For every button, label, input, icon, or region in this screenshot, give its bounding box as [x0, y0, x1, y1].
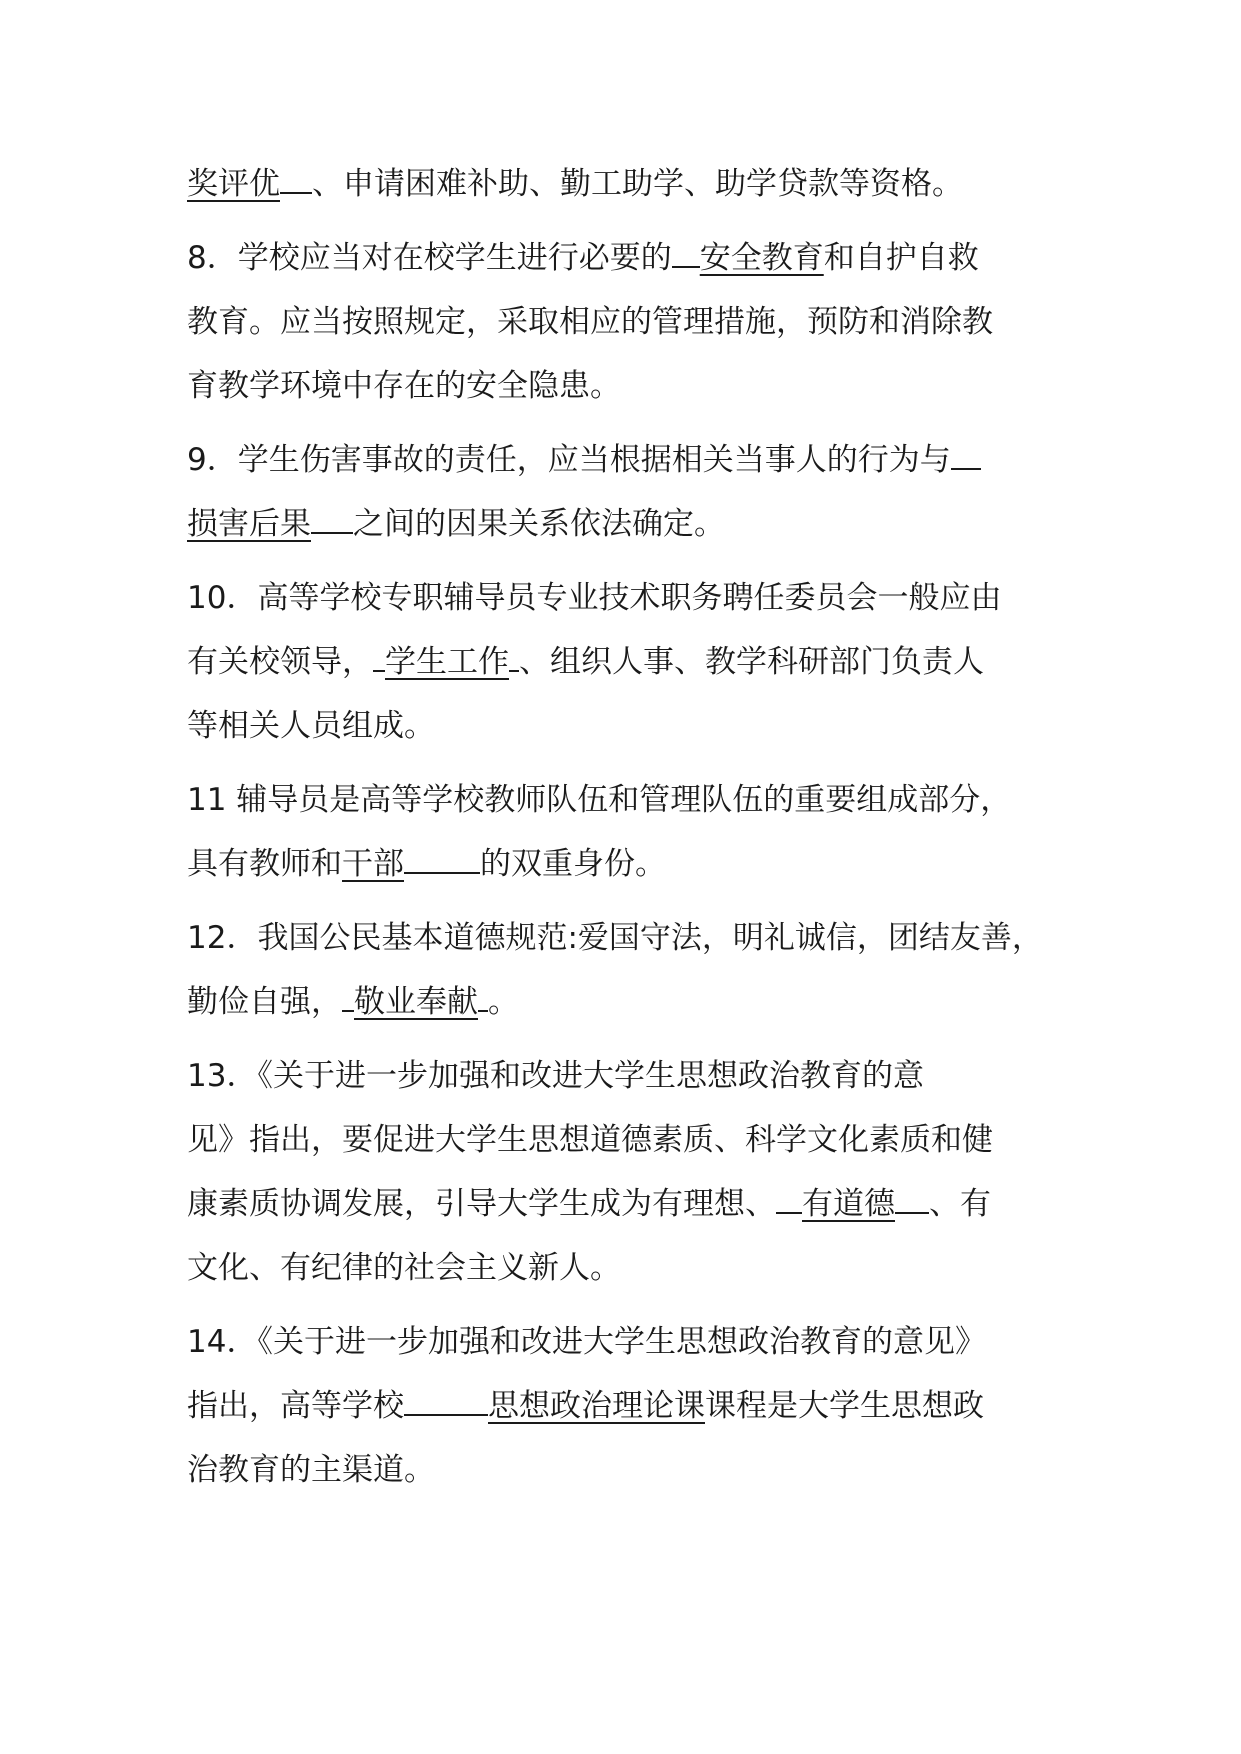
text-line — [187, 428, 1077, 492]
underline-blank — [404, 848, 480, 874]
text-segment: 、有 — [929, 1186, 991, 1222]
text-line — [187, 832, 1077, 896]
answer-fill: 学生工作 — [385, 644, 509, 680]
answer-fill: 奖评优 — [187, 166, 280, 202]
text-line — [187, 226, 1077, 290]
underline-blank — [672, 242, 700, 268]
text-segment: 康素质协调发展，引导大学生成为有理想、 — [187, 1186, 776, 1222]
answer-fill: 有道德 — [802, 1186, 895, 1222]
text-line: 13．《关于进一步加强和改进大学生思想政治教育的意 — [187, 1058, 924, 1094]
underline-blank — [478, 986, 488, 1012]
text-line: 见》指出，要促进大学生思想道德素质、科学文化素质和健 — [187, 1122, 993, 1158]
underline-blank — [776, 1188, 802, 1214]
text-line: 11 辅导员是高等学校教师队伍和管理队伍的重要组成部分， — [187, 782, 1012, 818]
text-line — [187, 152, 1077, 216]
answer-fill: 安全教育 — [699, 240, 824, 276]
text-segment: 。 — [488, 984, 519, 1020]
text-segment: 有关校领导， — [187, 644, 373, 680]
question-12 — [187, 906, 1077, 1034]
underline-blank — [895, 1188, 929, 1214]
text-line: 教育。应当按照规定，采取相应的管理措施，预防和消除教 — [187, 304, 993, 340]
document-page — [187, 152, 1077, 1502]
question-9 — [187, 428, 1077, 556]
text-line — [187, 970, 1077, 1034]
text-segment: 勤俭自强， — [187, 984, 342, 1020]
question-13 — [187, 1044, 1077, 1300]
question-11 — [187, 768, 1077, 896]
text-segment: 8．学校应当对在校学生进行必要的 — [187, 240, 672, 276]
question-8 — [187, 226, 1077, 418]
underline-blank — [373, 646, 385, 672]
text-line: 14．《关于进一步加强和改进大学生思想政治教育的意见》 — [187, 1324, 986, 1360]
text-line: 10．高等学校专职辅导员专业技术职务聘任委员会一般应由 — [187, 580, 1002, 616]
answer-fill: 干部 — [342, 846, 404, 882]
underline-blank — [404, 1390, 488, 1416]
text-line — [187, 630, 1077, 694]
text-segment: 具有教师和 — [187, 846, 342, 882]
text-segment: 和自护自救 — [823, 240, 979, 276]
text-line — [187, 1172, 1077, 1236]
text-line: 育教学环境中存在的安全隐患。 — [187, 368, 621, 404]
underline-blank — [342, 986, 354, 1012]
question-7-tail — [187, 152, 1077, 216]
question-14 — [187, 1310, 1077, 1502]
answer-fill: 敬业奉献 — [354, 984, 478, 1020]
answer-fill: 思想政治理论课 — [488, 1388, 705, 1424]
text-line: 等相关人员组成。 — [187, 708, 435, 744]
text-segment: 指出，高等学校 — [187, 1388, 404, 1424]
text-segment: 、申请困难补助、勤工助学、助学贷款等资格。 — [312, 166, 963, 202]
text-segment: 课程是大学生思想政 — [705, 1388, 984, 1424]
text-line — [187, 1374, 1077, 1438]
underline-blank — [951, 444, 981, 470]
text-line: 治教育的主渠道。 — [187, 1452, 435, 1488]
text-segment: 之间的因果关系依法确定。 — [353, 506, 725, 542]
text-segment: 、组织人事、教学科研部门负责人 — [519, 644, 984, 680]
answer-fill: 损害后果 — [187, 506, 311, 542]
text-line — [187, 492, 1077, 556]
text-line: 文化、有纪律的社会主义新人。 — [187, 1250, 621, 1286]
underline-blank — [280, 168, 312, 194]
question-10 — [187, 566, 1077, 758]
text-line: 12．我国公民基本道德规范:爱国守法，明礼诚信，团结友善， — [187, 920, 1043, 956]
text-segment: 9．学生伤害事故的责任，应当根据相关当事人的行为与 — [187, 442, 951, 478]
text-segment: 的双重身份。 — [480, 846, 666, 882]
underline-blank — [311, 508, 353, 534]
underline-blank — [509, 646, 519, 672]
